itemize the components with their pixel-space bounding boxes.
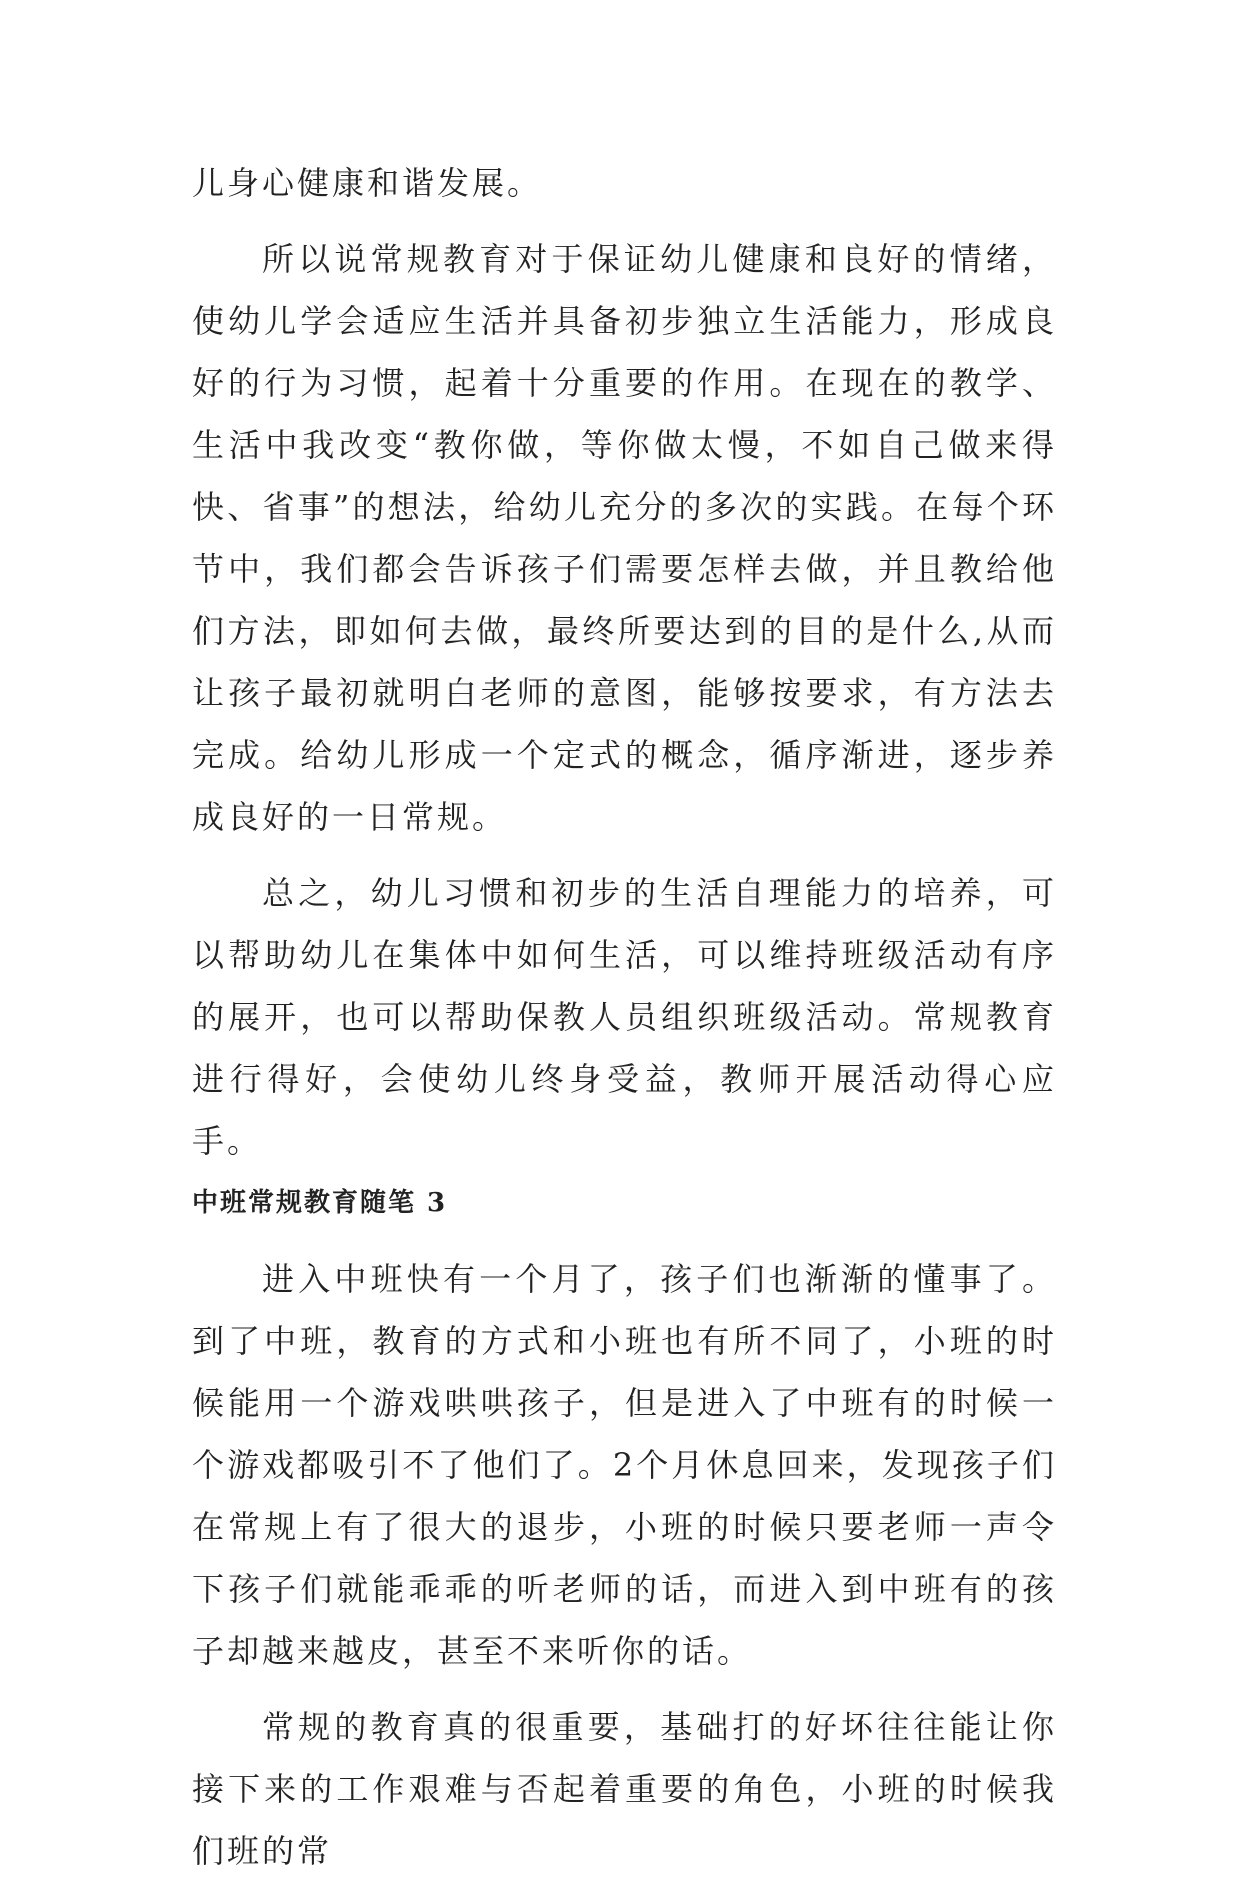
document-body [192, 152, 1057, 1882]
paragraph-routine-education: 常规的教育真的很重要，基础打的好坏往往能让你接下来的工作艰难与否起着重要的角色，小班的时候我们班的常 [192, 1708, 1057, 1870]
section-title: 中班常规教育随笔 3 [192, 1188, 448, 1218]
paragraph-middle-class-intro: 进入中班快有一个月了，孩子们也渐渐的懂事了。到了中班，教育的方式和小班也有所不同了，小班的时候能用一个游戏哄哄孩子，但是进入了中班有的时候一个游戏都吸引不了他们了。2个月休息回来，发现孩子们在常规上有了很大的退步，小班的时候只要老师一声令下孩子们就能乖乖的听老师的话，而进入到中班有的孩子却越来越皮，甚至不来听你的话。 [192, 1260, 1057, 1670]
paragraph-continuation: 儿身心健康和谐发展。 [192, 164, 543, 202]
paragraph-routine-importance: 所以说常规教育对于保证幼儿健康和良好的情绪，使幼儿学会适应生活并具备初步独立生活能力，形成良好的行为习惯，起着十分重要的作用。在现在的教学、生活中我改变“教你做，等你做太慢，不如自己做来得快、省事”的想法，给幼儿充分的多次的实践。在每个环节中，我们都会告诉孩子们需要怎样去做，并且教给他们方法，即如何去做，最终所要达到的目的是什么,从而让孩子最初就明白老师的意图，能够按要求，有方法去完成。给幼儿形成一个定式的概念，循序渐进，逐步养成良好的一日常规。 [192, 240, 1057, 836]
paragraph-conclusion: 总之，幼儿习惯和初步的生活自理能力的培养，可以帮助幼儿在集体中如何生活，可以维持班级活动有序的展开，也可以帮助保教人员组织班级活动。常规教育进行得好，会使幼儿终身受益，教师开展活动得心应手。 [192, 874, 1057, 1160]
